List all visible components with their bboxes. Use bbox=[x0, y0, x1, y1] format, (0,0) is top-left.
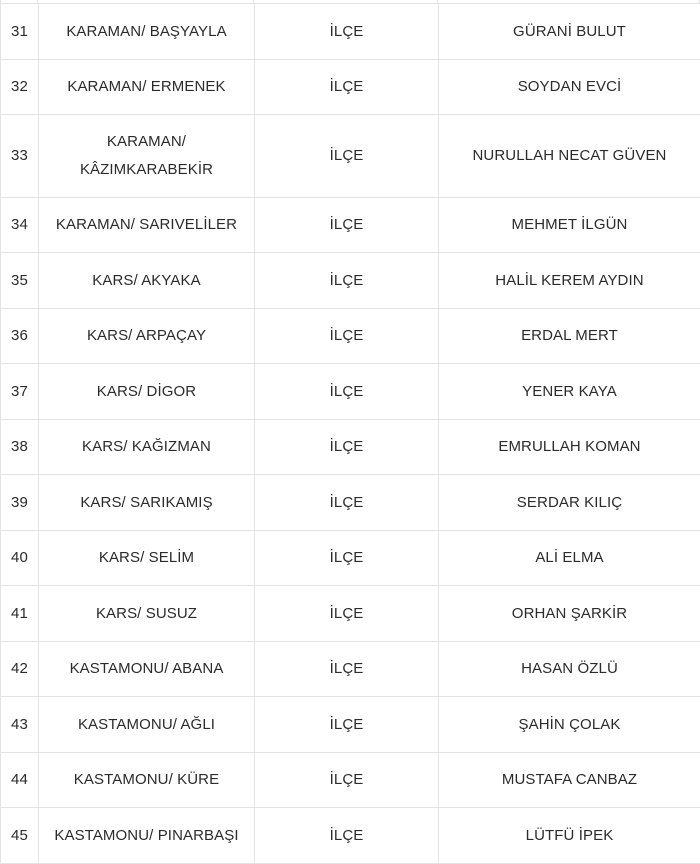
candidate-name-cell: SERDAR KILIÇ bbox=[439, 474, 700, 530]
row-number: 41 bbox=[1, 585, 39, 641]
row-number: 36 bbox=[1, 308, 39, 363]
table-row bbox=[1, 585, 700, 641]
province-district-cell: KASTAMONU/ ABANA bbox=[39, 641, 255, 696]
candidate-name-cell: ORHAN ŞARKİR bbox=[439, 585, 700, 641]
table-row bbox=[1, 696, 700, 752]
table-row bbox=[1, 363, 700, 419]
candidate-name-cell: GÜRANİ BULUT bbox=[439, 4, 700, 59]
table-row bbox=[1, 197, 700, 252]
candidate-name-cell: LÜTFÜ İPEK bbox=[439, 807, 700, 863]
candidate-name-cell: YENER KAYA bbox=[439, 363, 700, 419]
province-district-cell: KARS/ SELİM bbox=[39, 530, 255, 585]
table-row bbox=[1, 641, 700, 696]
table-row bbox=[1, 59, 700, 114]
candidate-name-cell: ŞAHİN ÇOLAK bbox=[439, 696, 700, 752]
row-number: 44 bbox=[1, 752, 39, 807]
type-cell: İLÇE bbox=[255, 59, 439, 114]
row-number: 38 bbox=[1, 419, 39, 474]
row-number: 35 bbox=[1, 252, 39, 308]
candidate-name-cell: SOYDAN EVCİ bbox=[439, 59, 700, 114]
candidate-name-cell: EMRULLAH KOMAN bbox=[439, 419, 700, 474]
province-district-cell: KASTAMONU/ PINARBAŞI bbox=[39, 807, 255, 863]
row-number: 37 bbox=[1, 363, 39, 419]
type-cell: İLÇE bbox=[255, 641, 439, 696]
row-number: 40 bbox=[1, 530, 39, 585]
table-row bbox=[1, 474, 700, 530]
table-row bbox=[1, 308, 700, 363]
province-district-cell: KARS/ SUSUZ bbox=[39, 585, 255, 641]
type-cell: İLÇE bbox=[255, 585, 439, 641]
province-district-cell: KARS/ DİGOR bbox=[39, 363, 255, 419]
province-district-cell: KARS/ KAĞIZMAN bbox=[39, 419, 255, 474]
type-cell: İLÇE bbox=[255, 696, 439, 752]
table-row bbox=[1, 530, 700, 585]
type-cell: İLÇE bbox=[255, 474, 439, 530]
place-line-2: KÂZIMKARABEKİR bbox=[80, 161, 213, 178]
province-district-cell: KARAMAN/ BAŞYAYLA bbox=[39, 4, 255, 59]
row-number: 39 bbox=[1, 474, 39, 530]
row-number: 42 bbox=[1, 641, 39, 696]
row-number: 34 bbox=[1, 197, 39, 252]
type-cell: İLÇE bbox=[255, 197, 439, 252]
candidates-table bbox=[0, 4, 700, 864]
candidate-name-cell: ERDAL MERT bbox=[439, 308, 700, 363]
type-cell: İLÇE bbox=[255, 363, 439, 419]
row-number: 32 bbox=[1, 59, 39, 114]
table-row bbox=[1, 4, 700, 59]
table-row bbox=[1, 114, 700, 197]
candidate-name-cell: HASAN ÖZLÜ bbox=[439, 641, 700, 696]
row-number: 43 bbox=[1, 696, 39, 752]
candidate-name-cell: NURULLAH NECAT GÜVEN bbox=[439, 114, 700, 197]
province-district-cell: KASTAMONU/ AĞLI bbox=[39, 696, 255, 752]
type-cell: İLÇE bbox=[255, 308, 439, 363]
table-row bbox=[1, 252, 700, 308]
province-district-cell: KARS/ SARIKAMIŞ bbox=[39, 474, 255, 530]
table-row bbox=[1, 419, 700, 474]
type-cell: İLÇE bbox=[255, 807, 439, 863]
type-cell: İLÇE bbox=[255, 752, 439, 807]
table-row bbox=[1, 752, 700, 807]
type-cell: İLÇE bbox=[255, 4, 439, 59]
type-cell: İLÇE bbox=[255, 114, 439, 197]
type-cell: İLÇE bbox=[255, 419, 439, 474]
row-number: 31 bbox=[1, 4, 39, 59]
candidate-name-cell: HALİL KEREM AYDIN bbox=[439, 252, 700, 308]
candidate-name-cell: ALİ ELMA bbox=[439, 530, 700, 585]
province-district-cell: KARS/ AKYAKA bbox=[39, 252, 255, 308]
candidate-name-cell: MEHMET İLGÜN bbox=[439, 197, 700, 252]
candidate-name-cell: MUSTAFA CANBAZ bbox=[439, 752, 700, 807]
row-number: 33 bbox=[1, 114, 39, 197]
place-line-1: KARAMAN/ bbox=[107, 133, 186, 150]
type-cell: İLÇE bbox=[255, 252, 439, 308]
type-cell: İLÇE bbox=[255, 530, 439, 585]
table-body bbox=[1, 4, 700, 863]
province-district-cell: KARAMAN/ ERMENEK bbox=[39, 59, 255, 114]
province-district-cell bbox=[39, 114, 255, 197]
province-district-cell: KARAMAN/ SARIVELİLER bbox=[39, 197, 255, 252]
province-district-cell: KARS/ ARPAÇAY bbox=[39, 308, 255, 363]
row-number: 45 bbox=[1, 807, 39, 863]
province-district-cell: KASTAMONU/ KÜRE bbox=[39, 752, 255, 807]
